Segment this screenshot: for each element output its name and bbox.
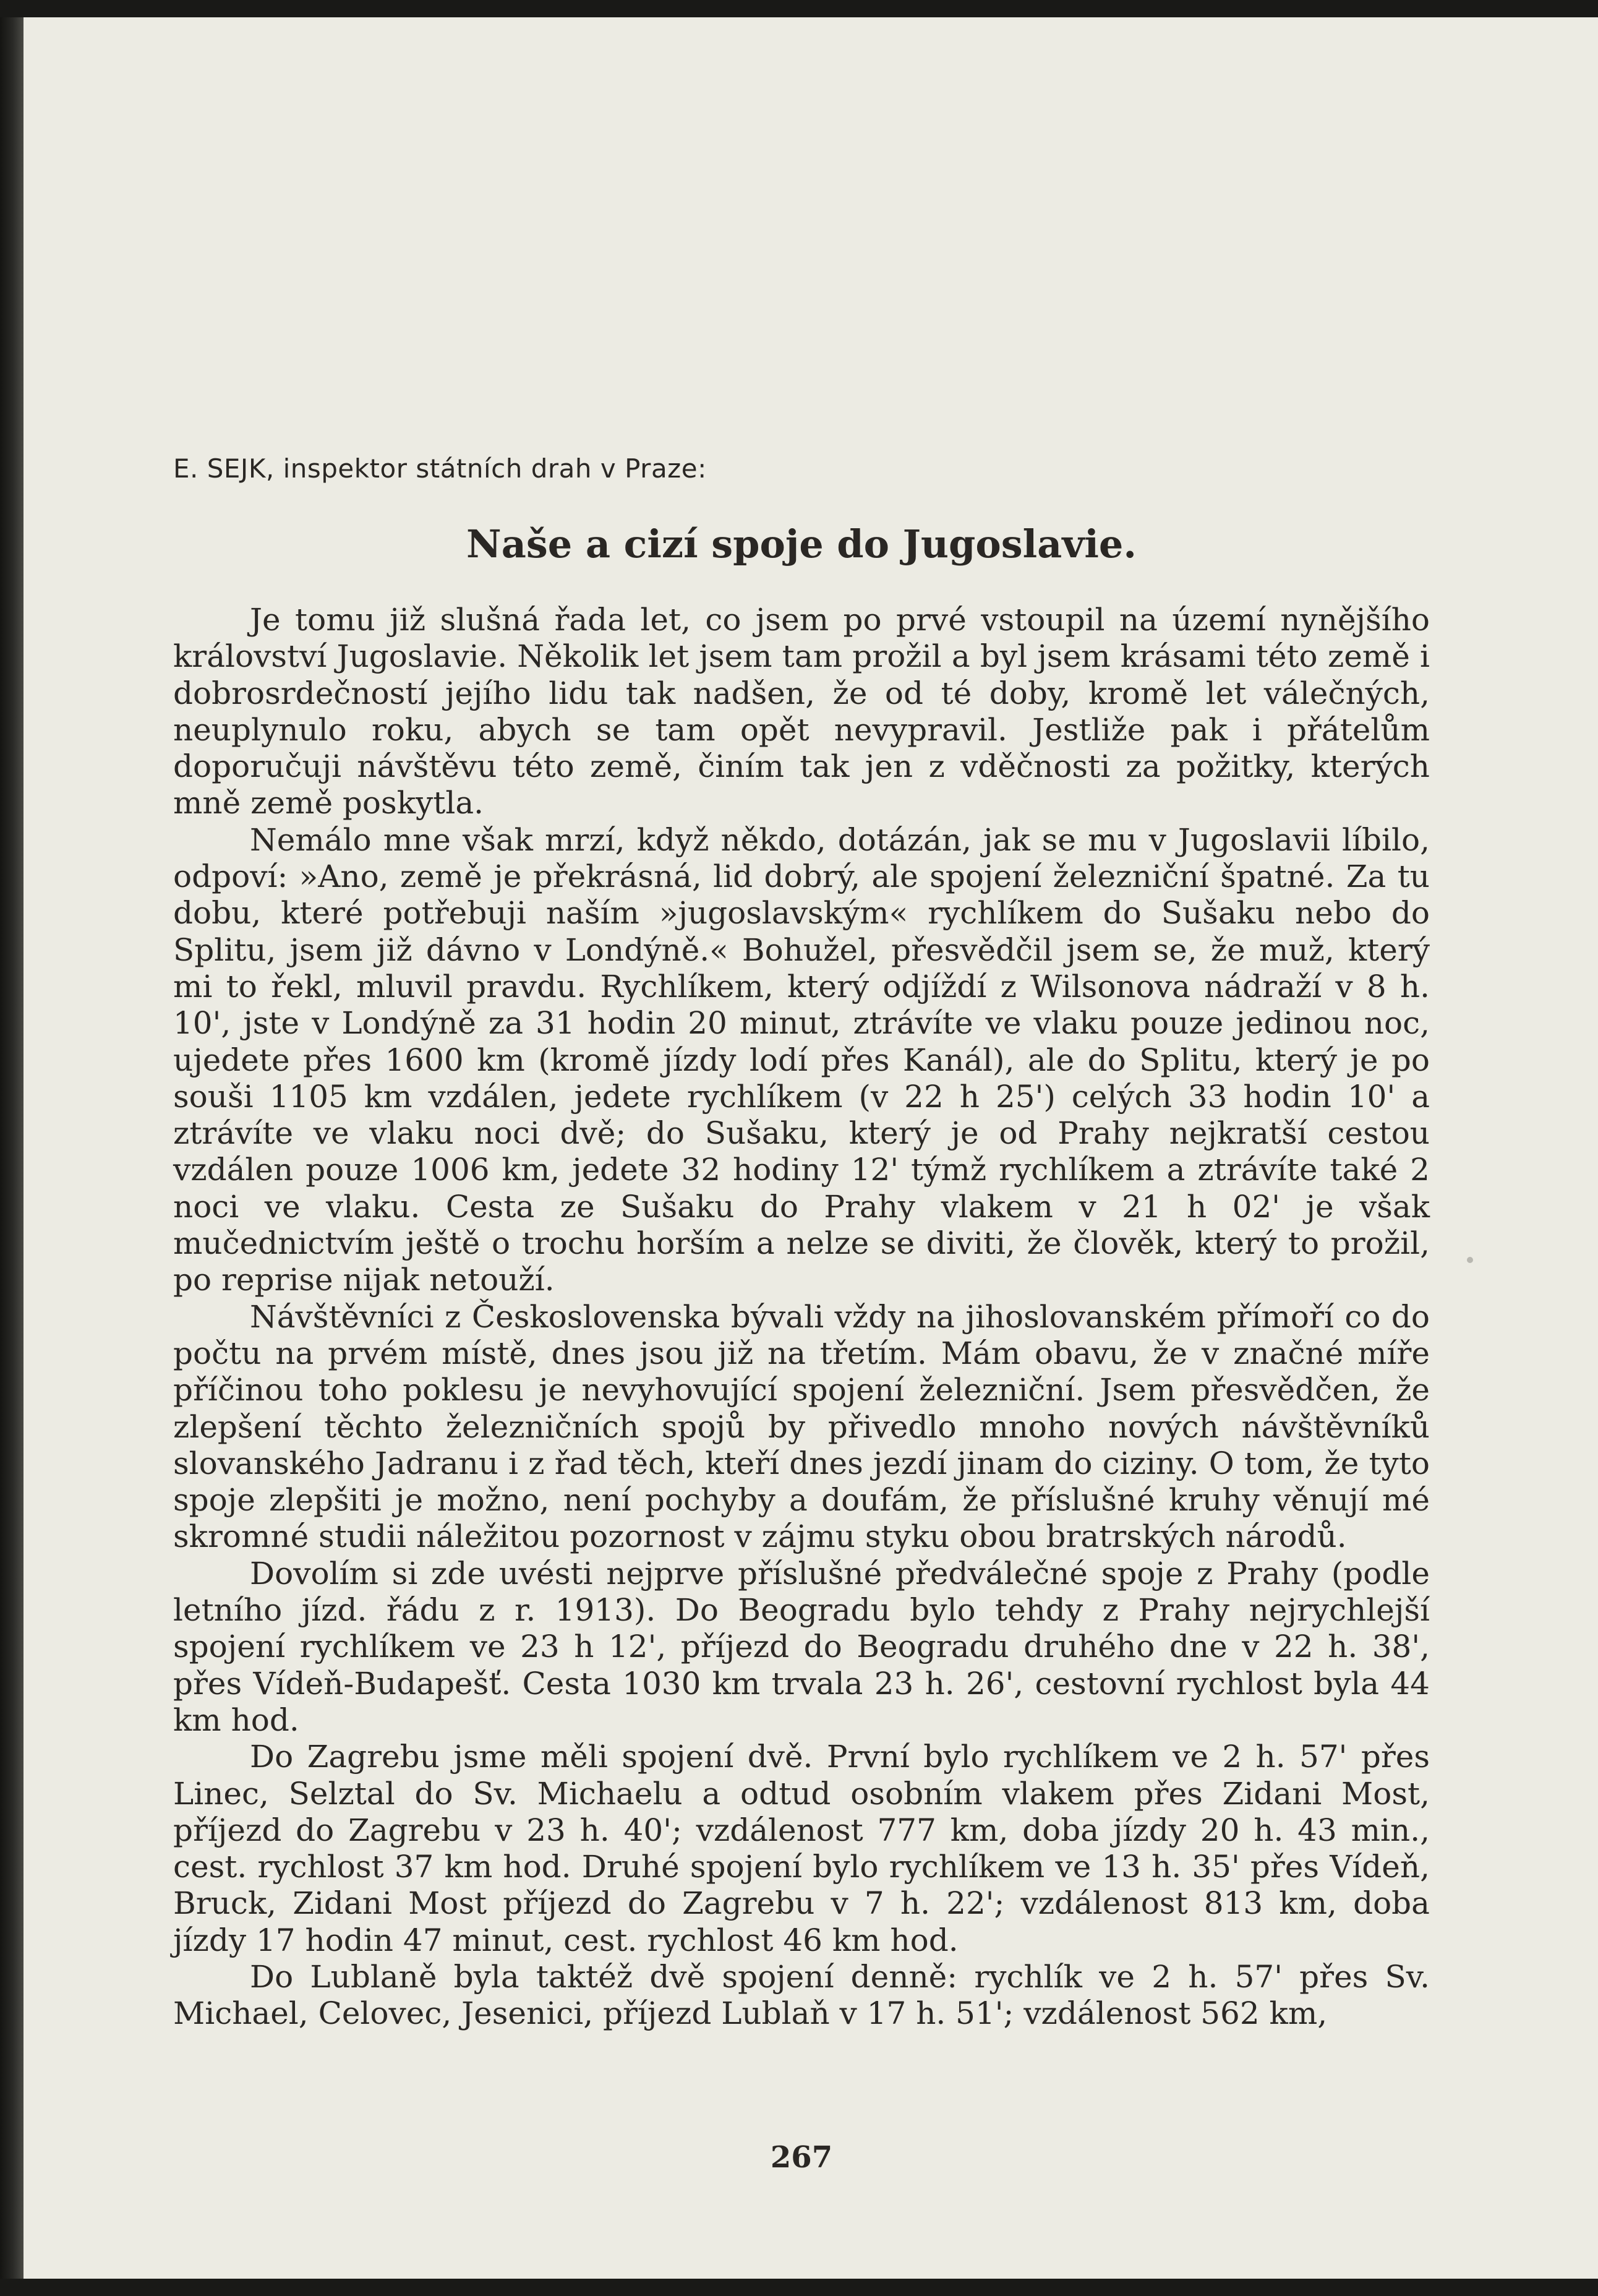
- scan-top-edge: [0, 0, 1598, 17]
- article-body: [173, 602, 1430, 2033]
- book-spine-shadow: [0, 0, 24, 2296]
- paragraph: Návštěvníci z Československa bývali vždy na jihoslovanském přímoří co do počtu na prvém místě, dnes jsou již na třetím. Mám obavu, že v značné míře příčinou toho poklesu je nevyhovující spojení železniční. Jsem přesvědčen, že zlepšení těchto železničních spojů by přivedlo mnoho nových návštěvníků slovanského Jadranu i z řad těch, kteří dnes jezdí jinam do ciziny. O tom, že tyto spoje zlepšiti je možno, není pochyby a doufám, že příslušné kruhy věnují mé skromné studii náležitou pozornost v zájmu styku obou bratrských národů.: [173, 1298, 1430, 1555]
- paragraph: Nemálo mne však mrzí, když někdo, dotázán, jak se mu v Jugoslavii líbilo, odpoví: »Ano, země je překrásná, lid dobrý, ale spojení železniční špatné. Za tu dobu, které potřebuji naším »jugoslavským« rychlíkem do Sušaku nebo do Splitu, jsem již dávno v Londýně.« Bohužel, přesvědčil jsem se, že muž, který mi to řekl, mluvil pravdu. Rychlíkem, který odjíždí z Wilsonova nádraží v 8 h. 10', jste v Londýně za 31 hodin 20 minut, ztrávíte ve vlaku pouze jedinou noc, ujedete přes 1600 km (kromě jízdy lodí přes Kanál), ale do Splitu, který je po souši 1105 km vzdálen, jedete rychlíkem (v 22 h 25') celých 33 hodin 10' a ztrávíte ve vlaku noci dvě; do Sušaku, který je od Prahy nejkratší cestou vzdálen pouze 1006 km, jedete 32 hodiny 12' týmž rychlíkem a ztrávíte také 2 noci ve vlaku. Cesta ze Sušaku do Prahy vlakem v 21 h 02' je však mučednictvím ještě o trochu horším a nelze se diviti, že člověk, který to prožil, po reprise nijak netouží.: [173, 821, 1430, 1298]
- author-line: E. SEJK, inspektor státních drah v Praze:: [173, 453, 707, 484]
- scan-bottom-edge: [0, 2279, 1598, 2296]
- article-title: Naše a cizí spoje do Jugoslavie.: [466, 521, 1137, 567]
- paragraph: Dovolím si zde uvésti nejprve příslušné předválečné spoje z Prahy (podle letního jízd. řádu z r. 1913). Do Beogradu bylo tehdy z Prahy nejrychlejší spojení rychlíkem ve 23 h 12', příjezd do Beogradu druhého dne v 22 h. 38', přes Vídeň-Budapešť. Cesta 1030 km trvala 23 h. 26', cestovní rychlost byla 44 km hod.: [173, 1555, 1430, 1738]
- paragraph: Do Lublaně byla taktéž dvě spojení denně: rychlík ve 2 h. 57' přes Sv. Michael, Celovec, Jesenici, příjezd Lublaň v 17 h. 51'; vzdálenost 562 km,: [173, 1958, 1430, 2032]
- margin-speck: [1467, 1257, 1473, 1263]
- page-number: 267: [770, 2140, 833, 2175]
- paragraph: Je tomu již slušná řada let, co jsem po prvé vstoupil na území nynějšího království Jugoslavie. Několik let jsem tam prožil a byl jsem krásami této země i dobrosrdečností jejího lidu tak nadšen, že od té doby, kromě let válečných, neuplynulo roku, abych se tam opět nevypravil. Jestliže pak i přátelům doporučuji návštěvu této země, činím tak jen z vděčnosti za požitky, kterých mně země poskytla.: [173, 602, 1430, 821]
- document-page: [24, 17, 1598, 2279]
- paragraph: Do Zagrebu jsme měli spojení dvě. První bylo rychlíkem ve 2 h. 57' přes Linec, Selztal do Sv. Michaelu a odtud osobním vlakem přes Zidani Most, příjezd do Zagrebu v 23 h. 40'; vzdálenost 777 km, doba jízdy 20 h. 43 min., cest. rychlost 37 km hod. Druhé spojení bylo rychlíkem ve 13 h. 35' přes Vídeň, Bruck, Zidani Most příjezd do Zagrebu v 7 h. 22'; vzdálenost 813 km, doba jízdy 17 hodin 47 minut, cest. rychlost 46 km hod.: [173, 1739, 1430, 1958]
